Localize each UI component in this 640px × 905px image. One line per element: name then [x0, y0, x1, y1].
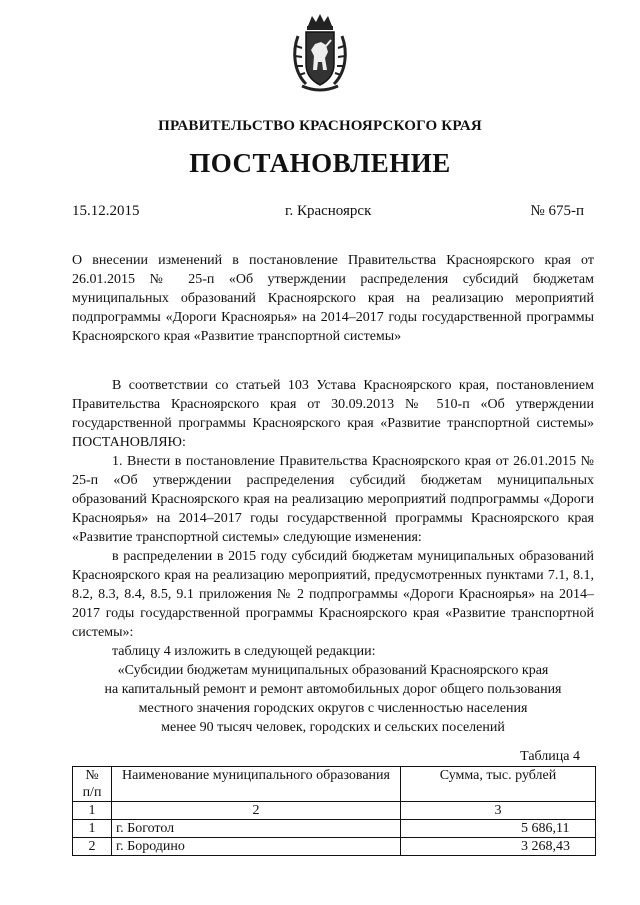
table-title-line: местного значения городских округов с численностью населения	[138, 701, 528, 716]
table-caption: Таблица 4	[520, 749, 580, 764]
document-number: № 675-п	[530, 203, 584, 219]
document-date: 15.12.2015	[72, 203, 140, 219]
row-municipality: г. Боготол	[112, 820, 401, 838]
document-type-title: ПОСТАНОВЛЕНИЕ	[189, 148, 451, 178]
column-number-cell: 3	[401, 802, 596, 820]
krasnoyarsk-coat-of-arms-icon	[290, 12, 350, 94]
header-number: № п/п	[73, 767, 112, 802]
table-title-line: «Субсидии бюджетам муниципальных образований Красноярского края	[117, 663, 549, 678]
row-number: 1	[73, 820, 112, 838]
column-number-cell: 2	[112, 802, 401, 820]
document-body	[72, 376, 594, 737]
document-city: г. Красноярск	[285, 203, 372, 219]
header-municipality: Наименование муниципального образования	[112, 767, 401, 802]
column-number-cell: 1	[73, 802, 112, 820]
organization-name: ПРАВИТЕЛЬСТВО КРАСНОЯРСКОГО КРАЯ	[158, 118, 482, 134]
table-row	[73, 838, 596, 856]
paragraph-item-1: 1. Внести в постановление Правительства Красноярского края от 26.01.2015 № 25-п «Об утверждении распределения субсидий бюджетам муниципальных образований Красноярского края на реализацию мероприятий подпрограммы «Дороги Красноярья» на 2014–2017 годы государственной программы Красноярского края «Развитие транспортной системы» следующие изменения:	[72, 454, 594, 545]
row-number: 2	[73, 838, 112, 856]
row-municipality: г. Бородино	[112, 838, 401, 856]
row-amount: 3 268,43	[401, 838, 596, 856]
paragraph-table-instruction: таблицу 4 изложить в следующей редакции:	[112, 644, 376, 659]
table-header-row	[73, 767, 596, 802]
subsidies-table	[72, 766, 596, 856]
header-amount: Сумма, тыс. рублей	[401, 767, 596, 802]
document-subject	[72, 251, 594, 346]
table-title-line: на капитальный ремонт и ремонт автомобильных дорог общего пользования	[104, 682, 562, 697]
paragraph-distribution: в распределении в 2015 году субсидий бюджетам муниципальных образований Красноярского края на реализацию мероприятий, предусмотренных пунктами 7.1, 8.1, 8.2, 8.3, 8.4, 8.5, 9.1 приложения № 2 подпрограммы «Дороги Красноярья» на 2014–2017 годы государственной программы Красноярского края «Развитие транспортной системы»:	[72, 549, 594, 640]
row-amount: 5 686,11	[401, 820, 596, 838]
table-row	[73, 820, 596, 838]
table-column-numbers-row	[73, 802, 596, 820]
table-title-line: менее 90 тысяч человек, городских и сельских поселений	[161, 720, 505, 735]
subject-text: О внесении изменений в постановление Правительства Красноярского края от 26.01.2015 № 25-п «Об утверждении распределения субсидий бюджетам муниципальных образований Красноярского края на реализацию мероприятий подпрограммы «Дороги Красноярья» на 2014–2017 годы государственной программы Красноярского края «Развитие транспортной системы»	[72, 253, 594, 344]
paragraph-preamble: В соответствии со статьей 103 Устава Красноярского края, постановлением Правительства Красноярского края от 30.09.2013 № 510-п «Об утверждении государственной программы Красноярского края «Развитие транспортной системы» ПОСТАНОВЛЯЮ:	[72, 378, 594, 450]
